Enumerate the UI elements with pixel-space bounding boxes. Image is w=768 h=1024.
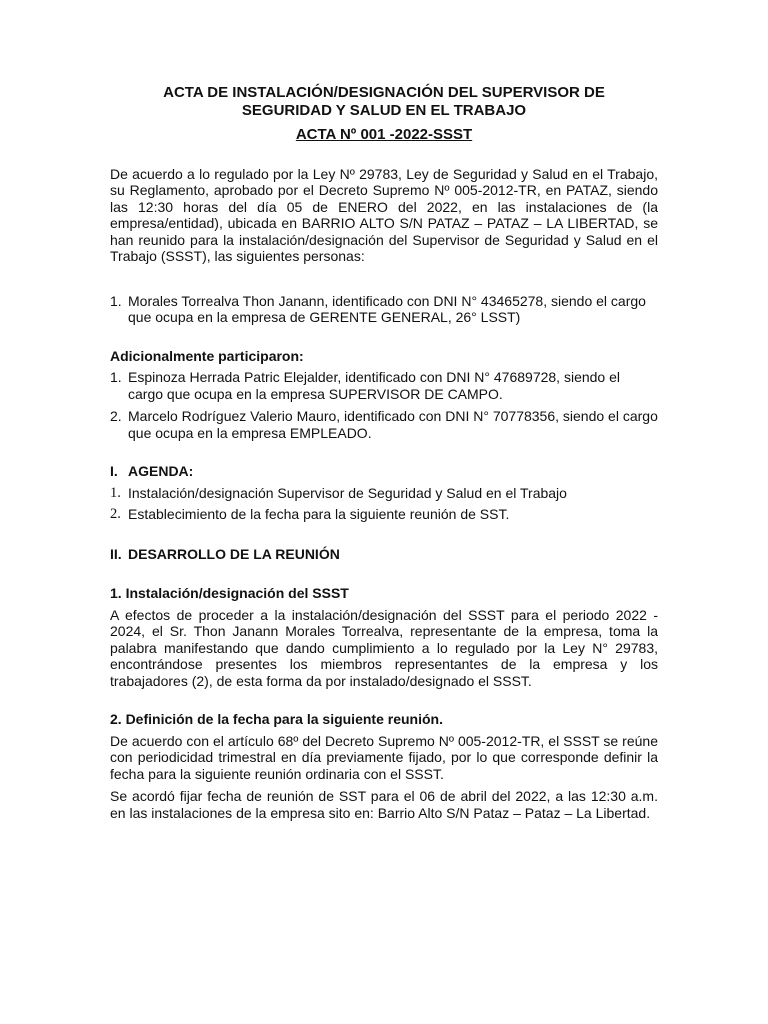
section-title: AGENDA: — [128, 463, 194, 479]
list-item-text: Espinoza Herrada Patric Elejalder, identificado con DNI N° 47689728, siendo el cargo que ocupa en la empresa SUPERVISOR DE CAMPO. — [128, 369, 620, 402]
list-item-number: 1. — [110, 292, 122, 309]
agenda-heading — [110, 463, 658, 480]
list-item — [110, 369, 658, 402]
document-page — [110, 84, 658, 821]
list-item — [110, 408, 658, 441]
additional-heading: Adicionalmente participaron: — [110, 347, 304, 364]
list-item-number: 2. — [110, 408, 122, 424]
intro-paragraph: De acuerdo a lo regulado por la Ley Nº 29783, Ley de Seguridad y Salud en el Trabajo, su Reglamento, aprobado por el Decreto Supremo Nº 005-2012-TR, en PATAZ, siendo las 12:30 horas del día 05 de ENERO del 2022, en las instalaciones de (la empresa/entidad), ubicada en BARRIO ALTO S/N PATAZ – PATAZ – LA LIBERTAD, se han reunido para la instalación/designación del Supervisor de Seguridad y Salud en el Trabajo (SSST), las siguientes personas: — [110, 165, 658, 264]
list-item-text: Instalación/designación Supervisor de Seguridad y Salud en el Trabajo — [128, 484, 567, 501]
document-title-line2: SEGURIDAD Y SALUD EN EL TRABAJO — [241, 101, 527, 119]
list-item-text: Marcelo Rodríguez Valerio Mauro, identificado con DNI N° 70778356, siendo el cargo que ocupa en la empresa EMPLEADO. — [128, 408, 658, 441]
list-item-text: Establecimiento de la fecha para la siguiente reunión de SST. — [128, 506, 510, 522]
list-item-number: 1. — [110, 369, 122, 385]
attendee-list — [110, 293, 658, 326]
subsection-paragraph-3: Se acordó fijar fecha de reunión de SST para el 06 de abril del 2022, a las 12:30 a.m. en las instalaciones de la empresa sito en: Barrio Alto S/N Pataz – Pataz – La Libertad. — [110, 788, 658, 821]
section-number: I. — [110, 463, 118, 479]
document-title-line1: ACTA DE INSTALACIÓN/DESIGNACIÓN DEL SUPERVISOR DE — [163, 84, 605, 101]
list-item — [110, 293, 658, 326]
subsection-paragraph-1: A efectos de proceder a la instalación/designación del SSST para el periodo 2022 - 2024, el Sr. Thon Janann Morales Torrealva, representante de la empresa, toma la palabra manifestando que dando cumplimiento a lo regulado por la Ley N° 29783, encontrándose presentes los miembros representantes de la empresa y los trabajadores (2), de esta forma da por instalado/designado el SSST. — [110, 606, 658, 689]
section-title: DESARROLLO DE LA REUNIÓN — [128, 545, 340, 562]
desarrollo-heading — [110, 546, 658, 563]
subsection-heading-2: 2. Definición de la fecha para la siguiente reunión. — [110, 711, 443, 727]
list-item-number: 2. — [110, 506, 121, 522]
list-item — [110, 506, 658, 523]
acta-number: ACTA Nº 001 -2022-SSST — [295, 126, 473, 143]
list-item-text: Morales Torrealva Thon Janann, identificado con DNI N° 43465278, siendo el cargo que ocupa en la empresa de GERENTE GENERAL, 26° LSST) — [128, 292, 646, 325]
additional-list — [110, 369, 658, 441]
list-item — [110, 485, 658, 502]
section-number: II. — [110, 545, 122, 562]
subsection-heading-1: 1. Instalación/designación del SSST — [110, 585, 349, 601]
list-item-number: 1. — [110, 484, 121, 501]
agenda-list — [110, 485, 658, 523]
subsection-paragraph-2: De acuerdo con el artículo 68º del Decreto Supremo Nº 005-2012-TR, el SSST se reúne con periodicidad trimestral en día previamente fijado, por lo que corresponde definir la fecha para la siguiente reunión ordinaria con el SSST. — [110, 732, 658, 782]
